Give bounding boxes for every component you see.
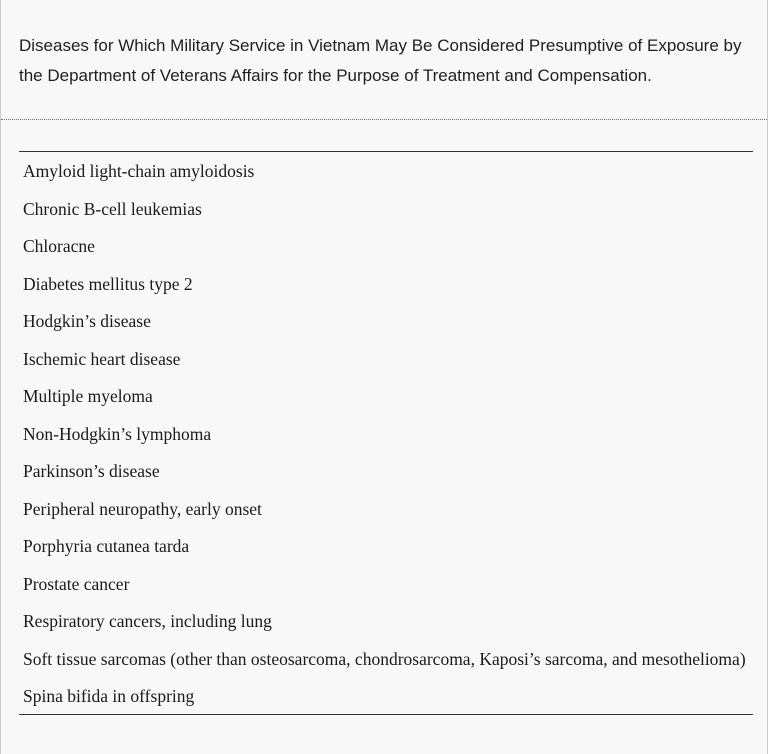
table-row: Prostate cancer	[23, 573, 130, 594]
table-row: Amyloid light-chain amyloidosis	[23, 161, 255, 181]
table-row: Chloracne	[23, 236, 95, 256]
table-row: Soft tissue sarcomas (other than osteosarcoma, chondrosarcoma, Kaposi’s sarcoma, and mesothelioma)	[23, 648, 746, 669]
table-row: Ischemic heart disease	[23, 348, 181, 369]
table-row: Diabetes mellitus type 2	[23, 273, 193, 294]
disease-table	[19, 151, 753, 715]
table-caption: Diseases for Which Military Service in Vietnam May Be Considered Presumptive of Exposure by the Department of Veterans Affairs for the Purpose of Treatment and Compensation.	[1, 0, 767, 120]
table-row: Multiple myeloma	[23, 386, 153, 406]
table-row: Non-Hodgkin’s lymphoma	[23, 423, 212, 444]
table-row: Hodgkin’s disease	[23, 311, 151, 331]
table-row: Respiratory cancers, including lung	[23, 611, 272, 631]
table-row: Spina bifida in offspring	[23, 686, 195, 706]
table-row: Peripheral neuropathy, early onset	[23, 498, 262, 519]
table-row: Porphyria cutanea tarda	[23, 536, 190, 556]
disease-list	[19, 152, 753, 711]
table-row: Chronic B-cell leukemias	[23, 198, 202, 219]
table-row: Parkinson’s disease	[23, 461, 160, 481]
